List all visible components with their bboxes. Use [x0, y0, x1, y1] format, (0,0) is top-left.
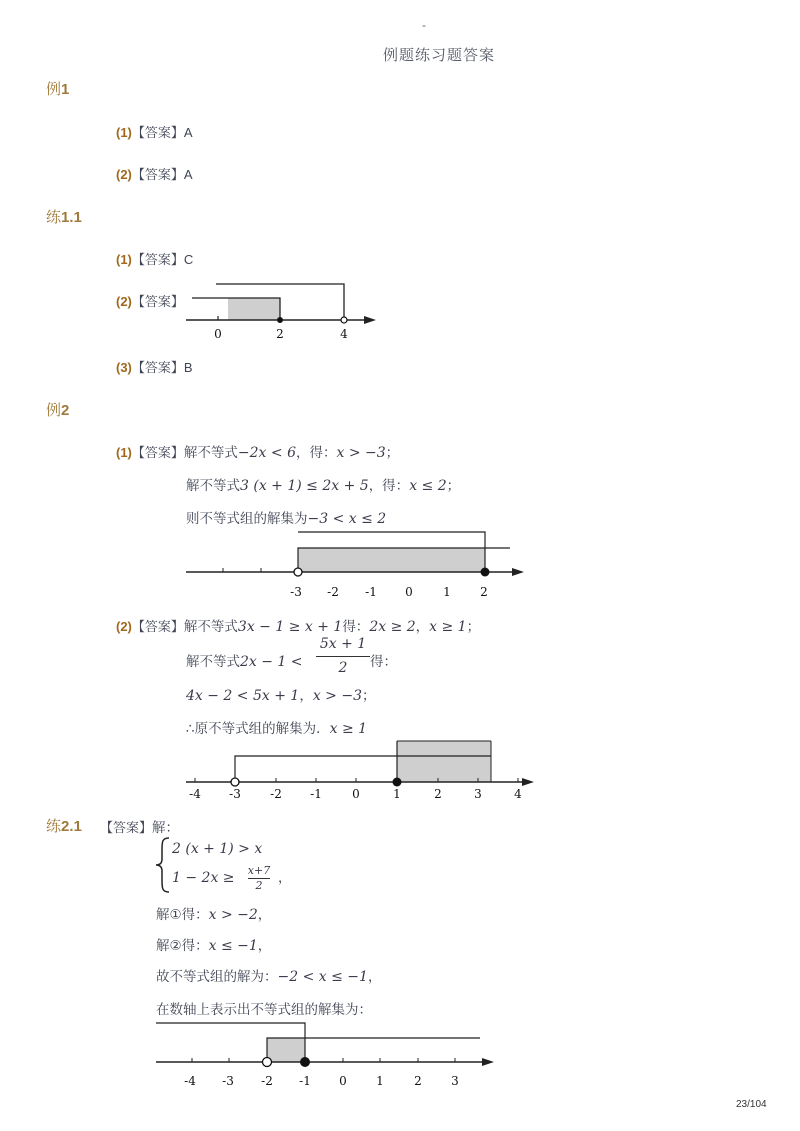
section-number: 1.1 [61, 209, 82, 226]
text: 解不等式 [183, 445, 238, 460]
fraction-numerator: x+7 [247, 864, 271, 877]
text: 解不等式 [183, 619, 238, 634]
question-number: (1) [116, 125, 132, 140]
system-ineq-2: 1 − 2x ≥ [172, 870, 235, 886]
math-expr: −2x < 6 [237, 445, 296, 461]
system-ineq-1: 2 (x + 1) > x [172, 841, 263, 857]
tick-label: -2 [261, 1074, 273, 1088]
answer-value: A [183, 125, 193, 140]
tick-label: -2 [327, 585, 339, 599]
section-number: 2.1 [61, 818, 82, 835]
ex11-q2 [116, 291, 184, 310]
tick-label: 2 [276, 327, 284, 341]
page-title: 例题练习题答案 [383, 47, 496, 64]
ex2-q2-line2 [186, 650, 303, 670]
math-expr: 4x − 2 < 5x + 1 [186, 688, 300, 704]
page-number: 23/104 [736, 1099, 767, 1110]
tick-label: 4 [340, 327, 348, 341]
math-expr: −3 < x ≤ 2 [307, 511, 387, 527]
open-point [263, 1058, 272, 1067]
math-expr: −2 < x ≤ −1 [277, 969, 368, 985]
tick-label: 2 [480, 585, 488, 599]
ex11-q1 [116, 249, 193, 268]
tick-label: -3 [290, 585, 302, 599]
text: 则不等式组的解集为 [186, 511, 308, 526]
header-dash: - [422, 18, 426, 32]
text: ， [278, 870, 292, 885]
ex21-step4: 在数轴上表示出不等式组的解集为： [156, 1002, 372, 1017]
section-ex11 [46, 206, 82, 227]
answer-value: B [183, 360, 193, 375]
section-label: 练 [46, 818, 62, 835]
text: ∴原不等式组的解集为． [186, 721, 330, 736]
closed-point [481, 568, 490, 577]
math-expr: x ≥ 1 [429, 619, 467, 635]
tick-label: -3 [229, 787, 241, 801]
solution-shade [397, 741, 491, 782]
answer-tag: 【答案】 [131, 445, 184, 460]
tick-label: 1 [393, 787, 401, 801]
ex1-q1 [116, 122, 193, 141]
math-expr: x ≤ 2 [409, 478, 447, 494]
question-number: (2) [116, 294, 132, 309]
text: ； [361, 688, 376, 703]
text: ， [299, 688, 313, 703]
tick-label: -2 [270, 787, 282, 801]
closed-point [277, 317, 283, 323]
answer-tag: 【答案】 [131, 294, 184, 309]
ex21-step2 [156, 934, 271, 954]
tick-label: -4 [189, 787, 201, 801]
tick-label: 0 [214, 327, 222, 341]
tick-label: -3 [222, 1074, 234, 1088]
tick-label: 2 [434, 787, 442, 801]
section-label: 练 [46, 209, 62, 226]
ex1-q2 [116, 164, 193, 183]
system-brace [154, 836, 172, 894]
answer-value: A [183, 167, 193, 182]
closed-point [300, 1057, 310, 1067]
math-expr: x > −3 [336, 445, 386, 461]
tick-label: 1 [443, 585, 451, 599]
ex21-step1 [156, 903, 271, 923]
tick-label: 3 [451, 1074, 459, 1088]
math-expr: 2x ≥ 2 [369, 619, 416, 635]
ex2-q2-line1 [116, 615, 480, 635]
text: 解不等式 [186, 478, 240, 493]
math-expr: 3x − 1 ≥ x + 1 [237, 619, 343, 635]
text: ； [466, 619, 481, 634]
question-number: (3) [116, 360, 132, 375]
text: ，得： [295, 445, 337, 460]
axis-arrow [522, 778, 534, 786]
number-line-ex11 [180, 278, 380, 344]
text: 解不等式 [186, 654, 240, 669]
axis-arrow [364, 316, 376, 324]
question-number: (2) [116, 619, 132, 634]
text: ， [257, 938, 272, 953]
tick-label: -1 [299, 1074, 311, 1088]
section-ex2 [46, 399, 69, 420]
text: 解②得： [156, 938, 209, 953]
ex2-q2-line4 [186, 717, 367, 737]
fraction-denominator: 2 [255, 879, 263, 892]
section-number: 2 [61, 402, 70, 419]
number-line-ex21 [150, 1018, 500, 1092]
answer-tag: 【答案】 [131, 619, 184, 634]
math-expr: x ≥ 1 [329, 721, 368, 737]
open-point [294, 568, 302, 576]
section-label: 例 [46, 402, 62, 419]
question-number: (1) [116, 445, 132, 460]
answer-tag: 【答案】 [131, 167, 184, 182]
answer-tag: 【答案】 [131, 360, 184, 375]
fraction-numerator: 5x + 1 [319, 636, 367, 652]
tick-label: 0 [339, 1074, 347, 1088]
section-label: 例 [46, 81, 62, 98]
answer-tag: 【答案】 [131, 125, 184, 140]
fraction-bar [316, 656, 370, 657]
solution-shade [267, 1038, 305, 1062]
axis-arrow [482, 1058, 494, 1066]
answer-tag: 【答案】 [131, 252, 184, 267]
axis-arrow [512, 568, 524, 576]
tick-label: 0 [405, 585, 413, 599]
math-expr: x > −3 [312, 688, 362, 704]
number-line-ex2-q2 [180, 738, 540, 804]
solution-shade [298, 548, 485, 572]
ex11-q3 [116, 357, 193, 376]
tick-label: -4 [184, 1074, 196, 1088]
ex2-q1-line3 [186, 507, 386, 527]
text: 解： [152, 820, 180, 835]
ex2-q2-line3 [186, 684, 375, 704]
closed-point [393, 778, 402, 787]
text: 解①得： [156, 907, 209, 922]
answer-value: C [183, 252, 194, 267]
text: 得： [342, 619, 370, 634]
text: ， [367, 969, 382, 984]
ex21-step3 [156, 965, 381, 985]
text: 故不等式组的解为： [156, 969, 278, 984]
text: ， [415, 619, 430, 634]
ex21-lead [100, 816, 179, 836]
section-number: 1 [61, 81, 70, 98]
tick-label: 4 [514, 787, 522, 801]
text: ； [385, 445, 400, 460]
section-ex21 [46, 815, 82, 836]
text: 得： [370, 654, 397, 669]
fraction-denominator: 2 [338, 660, 348, 676]
tick-label: -1 [365, 585, 377, 599]
answer-tag: 【答案】 [100, 820, 153, 835]
text: ，得： [368, 478, 410, 493]
math-expr: x > −2 [208, 907, 258, 923]
tick-label: 1 [376, 1074, 384, 1088]
ex2-q1-line1 [116, 441, 399, 461]
text: ； [446, 478, 461, 493]
question-number: (1) [116, 252, 132, 267]
text: ， [257, 907, 272, 922]
number-line-ex2-q1 [180, 528, 530, 602]
math-expr: 3 (x + 1) ≤ 2x + 5 [240, 478, 369, 494]
tick-label: -1 [310, 787, 322, 801]
math-expr: 2x − 1 < [240, 654, 303, 670]
tick-label: 3 [474, 787, 482, 801]
solution-shade [228, 298, 280, 320]
tick-label: 2 [414, 1074, 422, 1088]
section-ex1 [46, 78, 69, 99]
open-point [231, 778, 239, 786]
ex2-q1-line2 [186, 474, 460, 494]
tick-label: 0 [352, 787, 360, 801]
math-expr: x ≤ −1 [208, 938, 258, 954]
open-point [341, 317, 347, 323]
question-number: (2) [116, 167, 132, 182]
